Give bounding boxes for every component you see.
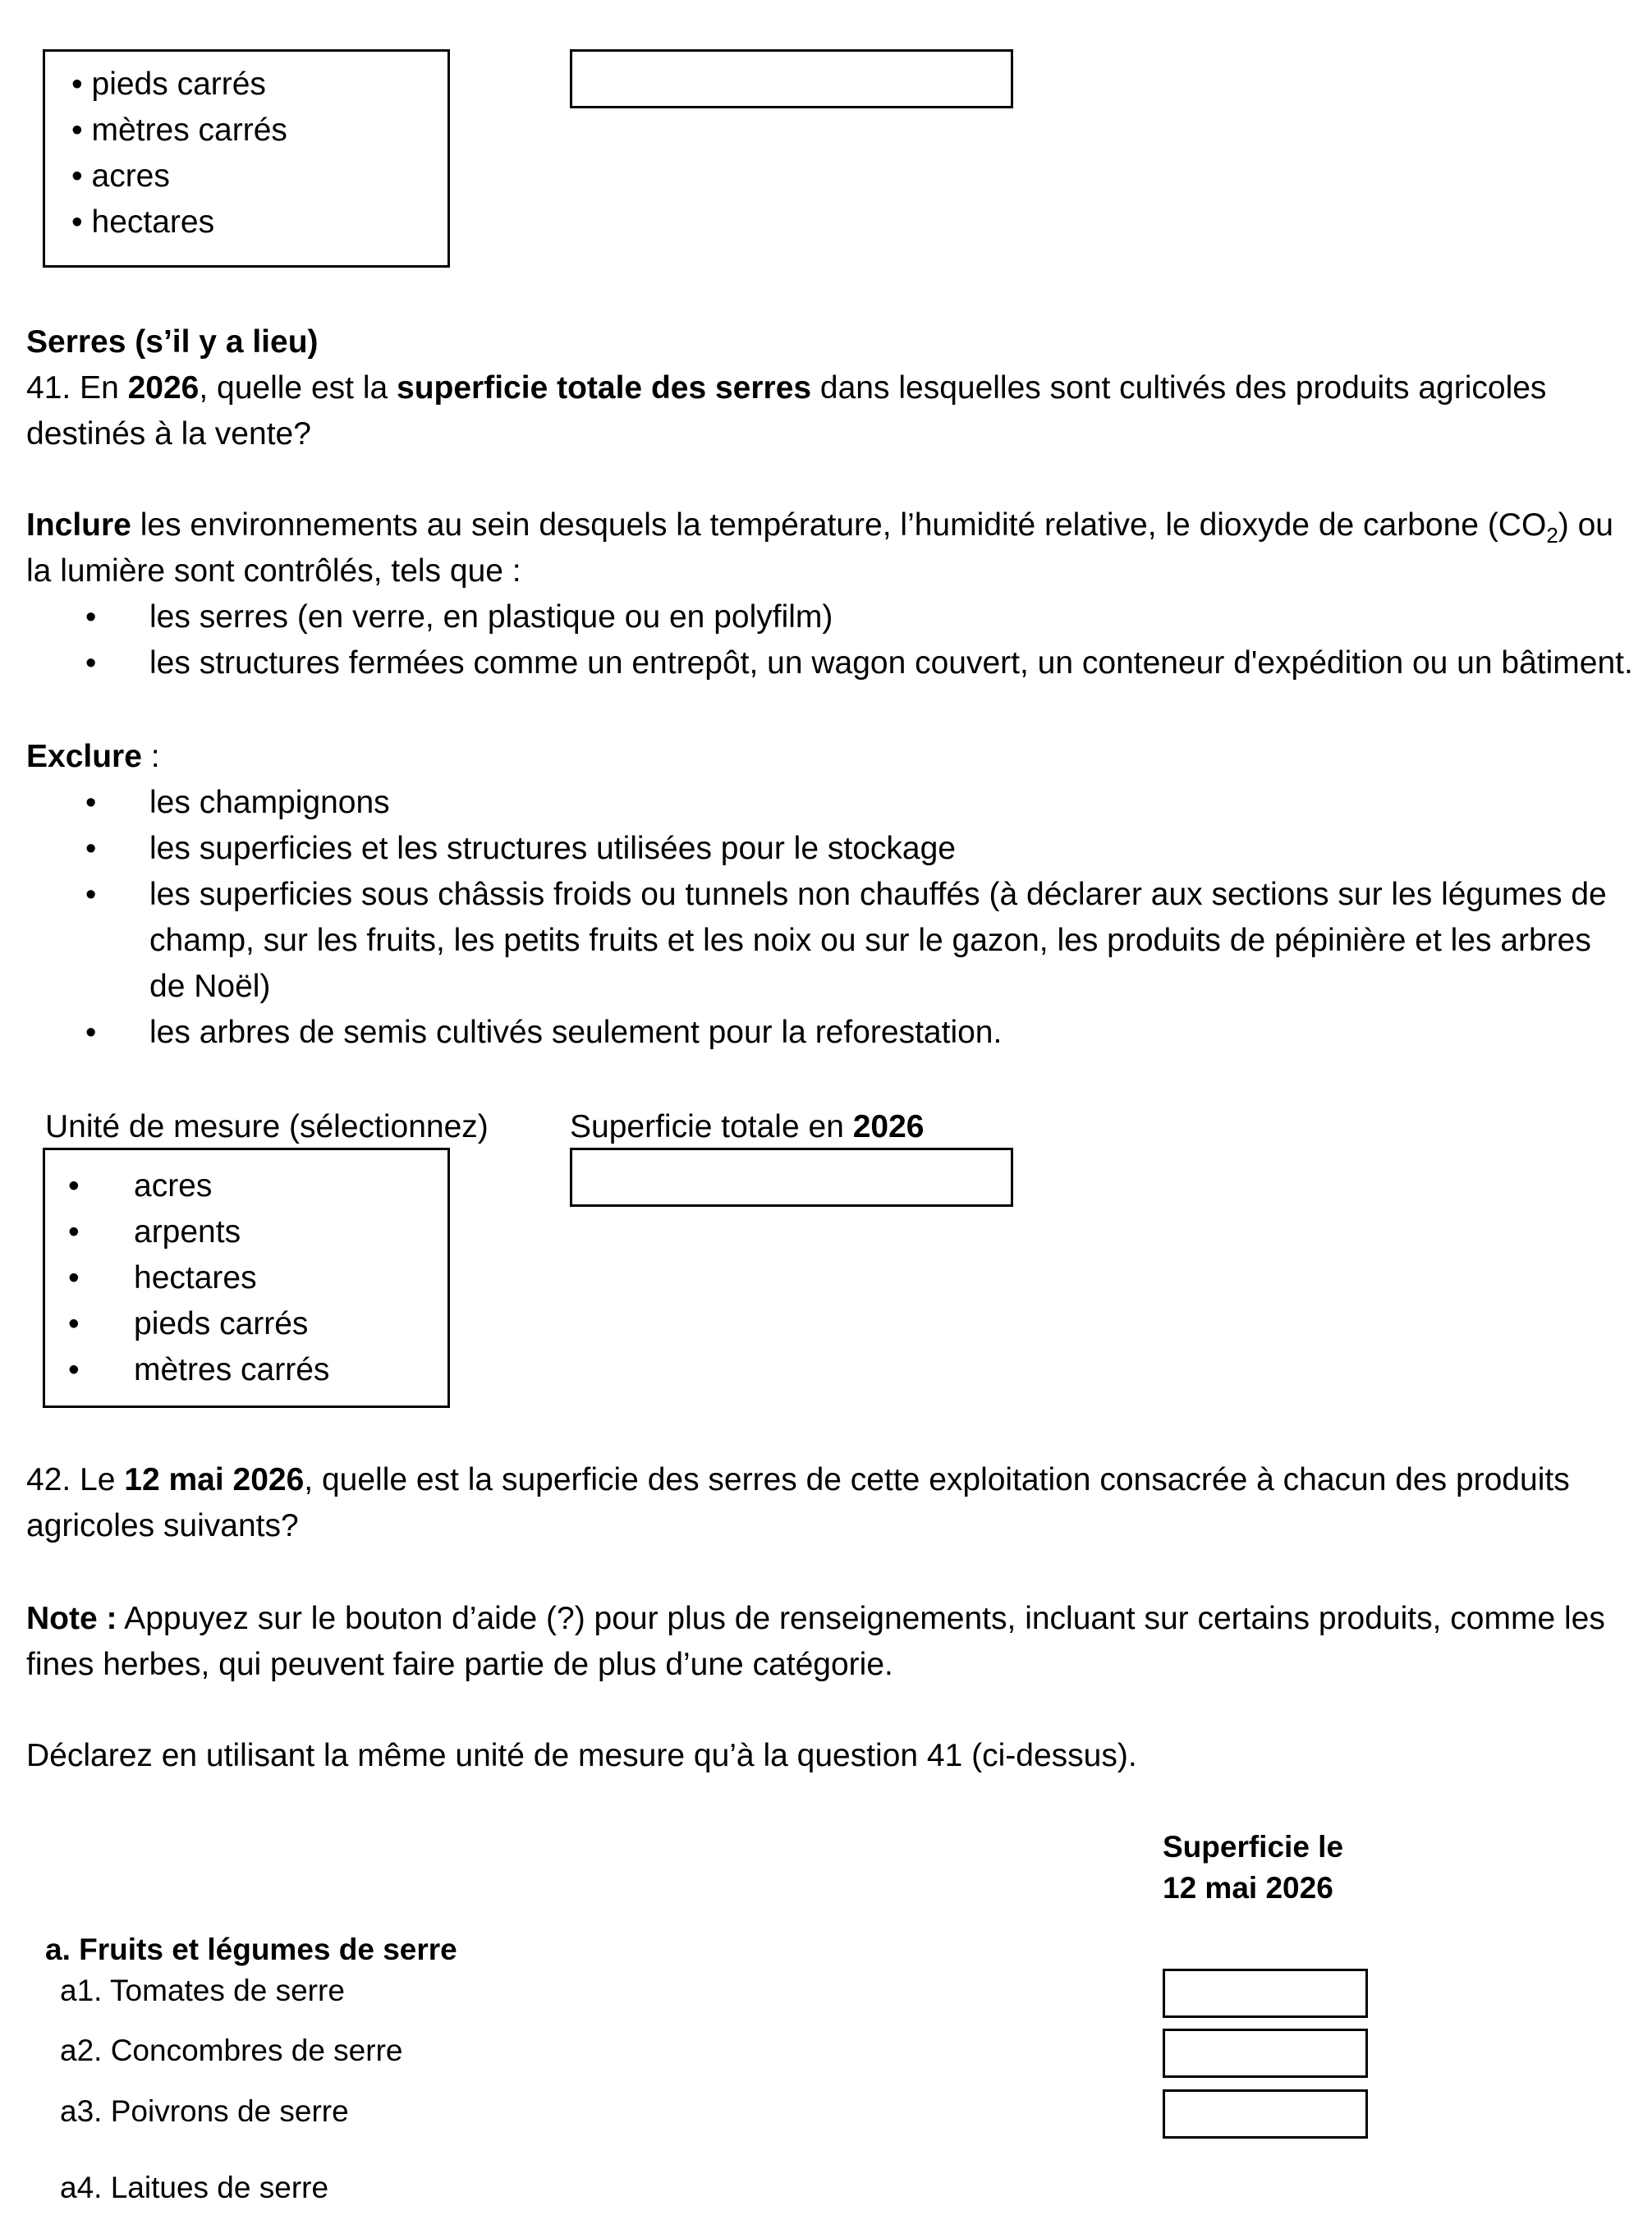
q41-total-input[interactable] [570, 1148, 1013, 1207]
exclude-item: • les superficies sous châssis froids ou tunnels non chauffés (à déclarer aux sections sur les légumes de champ, sur les fruits, les petits fruits et les noix ou sur le gazon, les produits de pépinière et les arbres de Noël) [26, 872, 1636, 1010]
top-unit-option[interactable]: • acres [71, 158, 170, 194]
q42-group-title: a. Fruits et légumes de serre [45, 1933, 457, 1966]
q42-column-header: Superficie le 12 mai 2026 [1163, 1830, 1344, 1905]
q42-note: Note : Appuyez sur le bouton d’aide (?) pour plus de renseignements, incluant sur certains produits, comme les fines herbes, qui peuvent faire partie de plus d’une catégorie. [26, 1601, 1605, 1682]
include-item: • les serres (en verre, en plastique ou en polyfilm) [26, 594, 1636, 640]
q42-item-label: a2. Concombres de serre [60, 2034, 403, 2067]
q42-item-label: a4. Laitues de serre [60, 2171, 329, 2204]
unit-option[interactable]: • arpents [45, 1209, 447, 1255]
q41-total-label: Superficie totale en 2026 [570, 1109, 925, 1144]
q42-item-label: a1. Tomates de serre [60, 1974, 345, 2007]
q42-question: 42. Le 12 mai 2026, quelle est la superficie des serres de cette exploitation consacrée à chacun des produits agricoles suivants? [26, 1462, 1570, 1543]
top-unit-option[interactable]: • mètres carrés [71, 112, 287, 148]
unit-option[interactable]: • pieds carrés [45, 1301, 447, 1347]
include-item: • les structures fermées comme un entrepôt, un wagon couvert, un conteneur d'expédition ou un bâtiment. [26, 640, 1636, 686]
q41-unit-list-box[interactable] [43, 1148, 450, 1408]
top-unit-list-box[interactable] [43, 49, 450, 268]
q41-unit-list [45, 1163, 447, 1393]
q41-question: 41. En 2026, quelle est la superficie totale des serres dans lesquelles sont cultivés des produits agricoles destinés à la vente? [26, 370, 1547, 452]
q41-include-text: Inclure les environnements au sein desquels la température, l’humidité relative, le dioxyde de carbone $(CO_2)$ ou la lumière sont contrôlés, tels que : [26, 507, 1613, 589]
q41-unit-label: Unité de mesure (sélectionnez) [45, 1109, 489, 1144]
q42-item-input[interactable] [1163, 1969, 1368, 2018]
section-title: Serres (s’il y a lieu) [26, 324, 319, 360]
exclude-item: • les champignons [26, 780, 1636, 826]
exclude-item: • les superficies et les structures utilisées pour le stockage [26, 826, 1636, 872]
q41-exclude-label: Exclure : [26, 739, 160, 774]
unit-option[interactable]: • hectares [45, 1255, 447, 1301]
q42-item-label: a3. Poivrons de serre [60, 2094, 349, 2128]
top-unit-option[interactable]: • pieds carrés [71, 66, 266, 102]
top-total-input[interactable] [570, 49, 1013, 108]
q42-item-input[interactable] [1163, 2089, 1368, 2139]
q42-item-input[interactable] [1163, 2029, 1368, 2078]
q41-exclude-list [26, 780, 1636, 1056]
unit-option[interactable]: • mètres carrés [45, 1347, 447, 1393]
exclude-item: • les arbres de semis cultivés seulement pour la reforestation. [26, 1010, 1636, 1056]
top-unit-list [71, 62, 447, 245]
unit-option[interactable]: • acres [45, 1163, 447, 1209]
top-unit-option[interactable]: • hectares [71, 204, 215, 240]
q41-include-list [26, 594, 1636, 686]
q42-declare-instruction: Déclarez en utilisant la même unité de mesure qu’à la question 41 (ci-dessus). [26, 1738, 1137, 1773]
